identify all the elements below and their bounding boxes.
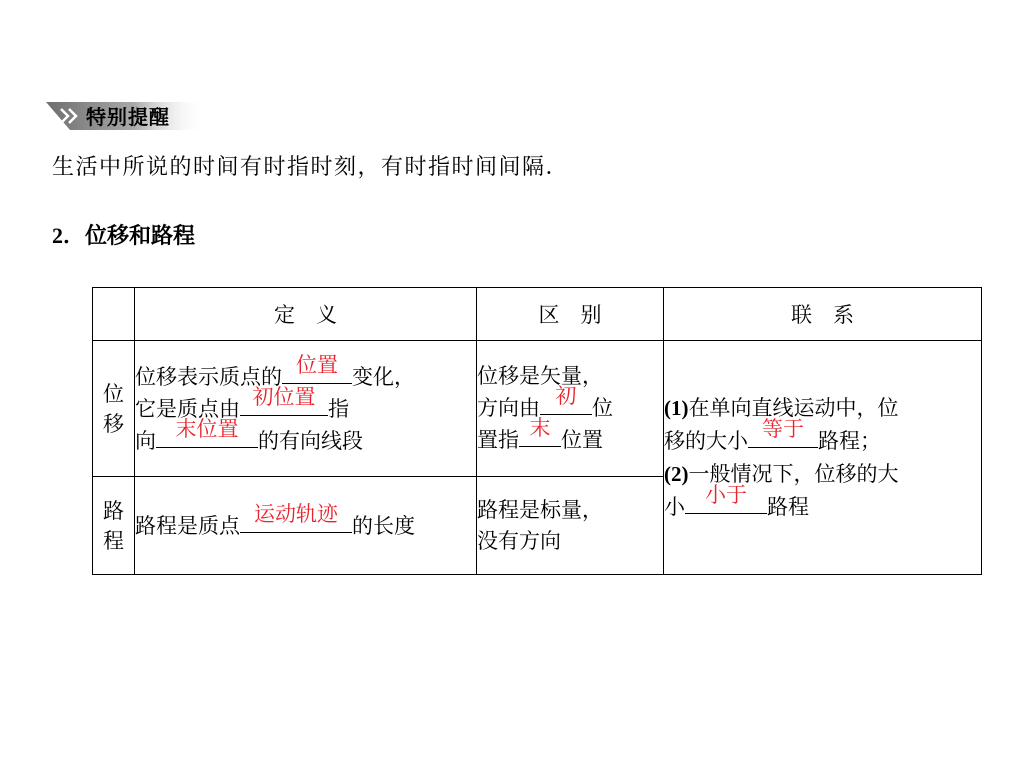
text-segment: 置指 (477, 428, 519, 452)
text-line: 路程是标量， (477, 497, 603, 522)
row-label-path (93, 477, 135, 575)
answer-text: 末 (529, 416, 551, 440)
row-label-char: 路 (103, 498, 124, 523)
row-label-char: 位 (103, 381, 124, 406)
fill-blank (156, 416, 258, 448)
answer-text: 位置 (296, 352, 338, 377)
table-row-displacement (93, 341, 982, 477)
text-segment: 位置 (561, 428, 603, 452)
fill-blank (685, 482, 767, 514)
text-segment: 变化， (352, 364, 415, 389)
header-relation: 联 系 (664, 288, 982, 341)
fill-blank (240, 384, 328, 416)
text-line (664, 416, 981, 458)
relation-cell (664, 341, 982, 575)
item-number: (2) (664, 461, 689, 486)
row-label-char: 程 (103, 528, 124, 553)
section-title: 位移和路程 (85, 223, 196, 249)
path-difference (477, 477, 664, 575)
text-segment: 位 (592, 396, 613, 420)
header-corner (93, 288, 135, 341)
text-line: 位移是矢量， (477, 364, 603, 388)
text-segment: 向 (135, 428, 156, 453)
text-line (664, 482, 981, 524)
text-line: 没有方向 (477, 528, 561, 553)
fill-blank (240, 501, 352, 533)
double-chevron-right-icon (58, 106, 80, 126)
banner-title: 特别提醒 (86, 105, 170, 129)
header-definition: 定 义 (135, 288, 477, 341)
text-segment: 一般情况下，位移的大 (688, 461, 899, 486)
text-segment: 的长度 (352, 513, 415, 538)
path-definition (135, 477, 477, 575)
fill-blank (282, 352, 352, 384)
table-header-row (93, 288, 982, 341)
text-line (135, 501, 476, 542)
answer-text: 初 (555, 384, 577, 408)
text-segment: 它是质点由 (135, 396, 240, 421)
text-segment: 在单向直线运动中，位 (688, 395, 899, 420)
answer-text: 小于 (705, 482, 747, 507)
fill-blank (519, 416, 561, 447)
text-segment: 路程是质点 (135, 513, 240, 538)
row-label-char: 移 (103, 411, 124, 436)
section-heading (52, 221, 195, 251)
text-segment: 移的大小 (664, 428, 748, 453)
comparison-table (92, 287, 982, 575)
row-label-displacement (93, 341, 135, 477)
note-text: 生活中所说的时间有时指时刻，有时指时间间隔． (52, 155, 570, 180)
item-number: (1) (664, 395, 689, 420)
answer-text: 初位置 (252, 384, 316, 409)
fill-blank (540, 384, 592, 415)
section-number: 2． (52, 223, 86, 248)
text-line (477, 384, 663, 424)
special-reminder-banner (46, 100, 211, 134)
displacement-definition (135, 341, 477, 477)
text-segment: 方向由 (477, 396, 540, 420)
answer-text: 末位置 (175, 416, 239, 441)
text-segment: 的有向线段 (258, 428, 363, 453)
text-line (477, 416, 663, 456)
displacement-difference (477, 341, 664, 477)
text-segment: 位移表示质点的 (135, 364, 282, 389)
text-segment: 路程； (818, 428, 881, 453)
answer-text: 等于 (762, 416, 804, 441)
text-segment: 指 (328, 396, 349, 421)
header-difference: 区 别 (477, 288, 664, 341)
text-line (135, 416, 476, 457)
fill-blank (748, 416, 818, 448)
answer-text: 运动轨迹 (254, 501, 338, 526)
text-line (664, 392, 981, 425)
text-segment: 小 (664, 494, 685, 519)
text-segment: 路程 (767, 494, 809, 519)
